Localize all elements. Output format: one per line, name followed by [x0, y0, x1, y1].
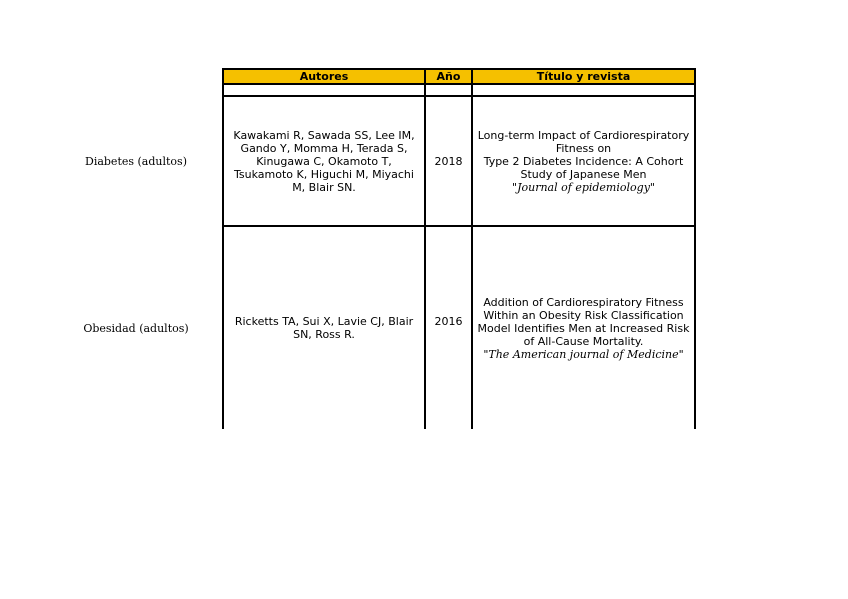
year-text: 2016 [434, 315, 463, 328]
journal-line: "Journal of epidemiology" [512, 180, 655, 194]
year-text: 2018 [434, 154, 463, 168]
journal-name: The American journal of Medicine [488, 348, 679, 361]
title-line: Long-term Impact of Cardiorespiratory Fitness on [477, 128, 690, 155]
authors-cell [223, 226, 425, 429]
year-cell [425, 96, 472, 226]
title-cell [472, 226, 695, 429]
header-authors: Autores [223, 69, 425, 84]
title-cell [472, 96, 695, 226]
title-block [475, 227, 692, 361]
journal-line: "The American journal of Medicine" [483, 348, 684, 361]
table-row [223, 226, 695, 429]
authors-text: Ricketts TA, Sui X, Lavie CJ, Blair SN, Ross R. [234, 315, 414, 341]
table-header-row [223, 69, 695, 84]
year-cell [425, 226, 472, 429]
title-line: Type 2 Diabetes Incidence: A Cohort Study of Japanese Men [483, 154, 684, 181]
title-line: Addition of Cardiorespiratory Fitness Within an Obesity Risk Classification Model Identifies Men at Increased Risk of All-Cause Mortality. [477, 296, 690, 348]
row-label-diabetes: Diabetes (adultos) [85, 155, 187, 168]
authors-cell [223, 96, 425, 226]
header-title: Título y revista [472, 69, 695, 84]
journal-name: Journal of epidemiology [517, 180, 650, 194]
empty-row [223, 84, 695, 96]
row-label-obesidad: Obesidad (adultos) [83, 322, 189, 335]
authors-text: Kawakami R, Sawada SS, Lee IM, Gando Y, Momma H, Terada S, Kinugawa C, Okamoto T, Tsukamoto K, Higuchi M, Miyachi M, Blair SN. [233, 128, 415, 194]
header-year: Año [425, 69, 472, 84]
references-table [222, 68, 696, 429]
table-row [223, 96, 695, 226]
